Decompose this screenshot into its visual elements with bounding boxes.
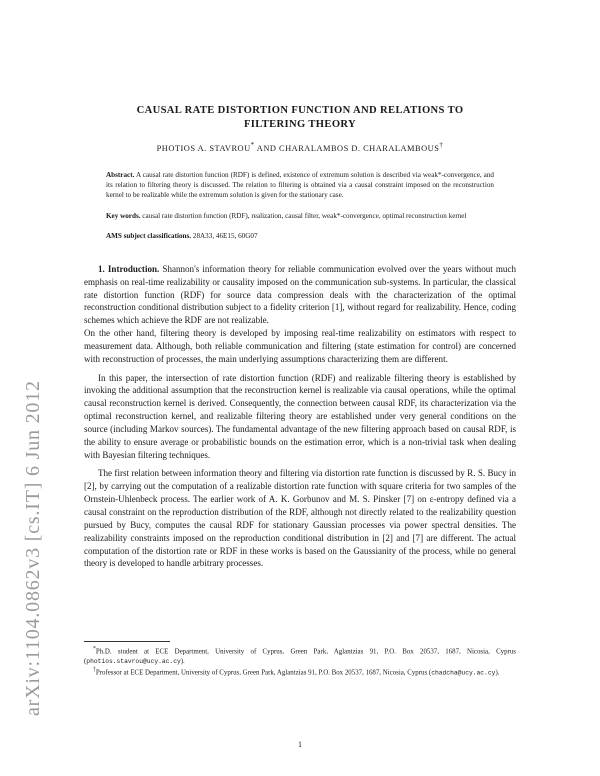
abstract-label: Abstract. <box>106 170 135 179</box>
author-1: PHOTIOS A. STAVROU <box>156 143 251 153</box>
footnote-2-mark: † <box>93 667 96 674</box>
page-number: 1 <box>298 740 302 749</box>
ams-classifications <box>106 231 494 241</box>
paragraph-2: On the other hand, filtering theory is developed by imposing real-time realizability on estimators with respect to measurement data. Although, both reliable communication and filtering (state estimation for control) are concerned with reconstruction of processes, the main underlying assumptions characterizing them are different. <box>84 328 516 364</box>
footnote-1-email: photios.stavrou@ucy.ac.cy <box>86 657 181 665</box>
paragraph-1-text: Shannon's information theory for reliable communication evolved over the years without much emphasis on real-time realizability or causality imposed on the communication sub-systems. In particular, the classical rate distortion function (RDF) for source data compression deals with the characterization of the optimal reconstruction conditional distribution subject to a fidelity criterion [1], without regard for realizability. Hence, coding schemes which achieve the RDF are not realizable. <box>84 263 516 326</box>
footnote-2-text: Professor at ECE Department, University of Cyprus, Green Park, Aglantzias 91, P.O. Box 20537, 1687, Nicosia, Cyprus ( <box>95 669 432 677</box>
footnote-2-end: ). <box>495 669 500 677</box>
paper-title <box>84 104 516 132</box>
author-list <box>84 141 516 153</box>
paragraph-3: In this paper, the intersection of rate distortion function (RDF) and realizable filtering theory is established by invoking the additional assumption that the reconstruction kernel is realizable via causal operations, while the optimal causal reconstruction kernel is derived. Consequently, the connection between causal RDF, its characterization via the optimal reconstruction kernel, and realizable filtering theory are established under very general conditions on the source (including Markov sources). The fundamental advantage of the new filtering approach based on causal RDF, is the ability to ensure average or probabilistic bounds on the estimation error, which is a non-trivial task when dealing with Bayesian filtering techniques. <box>84 372 516 460</box>
footnote-1 <box>84 645 516 666</box>
ams-codes: 28A33, 46E15, 60G07 <box>191 231 258 240</box>
introduction-section <box>84 263 516 570</box>
section-heading: 1. Introduction. <box>98 263 160 274</box>
ams-label: AMS subject classifications. <box>106 231 192 240</box>
paragraph-4: The first relation between information theory and filtering via distortion rate function is discussed by R. S. Bucy in [2], by carrying out the computation of a realizable distortion rate function with square criteria for two samples of the Ornstein-Uhlenbeck process. The earlier work of A. K. Gorbunov and M. S. Pinsker [7] on ε-entropy defined via a causal constraint on the reproduction distribution of the RDF, although not directly related to the realizability question pursued by Bucy, computes the causal RDF for stationary Gaussian processes via power spectral densities. The realizability constraints imposed on the reproduction conditional distribution in [2] and [7] are different. The actual computation of the distortion rate or RDF in these works is based on the Gaussianity of the process, while no general theory is developed to handle arbitrary processes. <box>84 468 516 569</box>
abstract <box>106 170 494 201</box>
keywords <box>106 211 494 221</box>
paper-page <box>84 104 516 570</box>
keywords-text: causal rate distortion function (RDF), realization, causal filter, weak*-convergence, optimal reconstruction kernel <box>140 212 467 221</box>
author-2-footnote-mark: † <box>439 141 444 149</box>
footnote-2 <box>84 666 516 678</box>
title-line-2: FILTERING THEORY <box>243 119 357 130</box>
footnote-2-email: chadcha@ucy.ac.cy <box>431 669 496 677</box>
title-line-1: CAUSAL RATE DISTORTION FUNCTION AND RELATIONS TO <box>136 105 464 116</box>
author-2: CHARALAMBOS D. CHARALAMBOUS <box>279 143 440 153</box>
abstract-text: A causal rate distortion function (RDF) is defined, existence of extremum solution is described via weak*-convergence, and its relation to filtering theory is discussed. The relation to filtering is obtained via a causal constraint imposed on the reconstruction kernel to be realizable while the extremum solution is given for the stationary case. <box>106 170 494 200</box>
footnote-1-end: ). <box>180 657 185 665</box>
arxiv-identifier-stamp: arXiv:1104.0862v3 [cs.IT] 6 Jun 2012 <box>22 380 44 716</box>
paragraph-1 <box>84 263 516 327</box>
footnote-1-text: Ph.D. student at ECE Department, University of Cyprus, Green Park, Aglantzias 91, P.O. Box 20537, 1687, Nicosia, Cyprus ( <box>84 648 516 665</box>
footnote-rule <box>84 641 170 642</box>
author-conjunction: AND <box>254 143 280 153</box>
footnote-1-mark: * <box>93 646 96 652</box>
author-1-footnote-mark: * <box>250 141 255 149</box>
footnotes <box>84 641 516 678</box>
keywords-label: Key words. <box>106 212 141 221</box>
